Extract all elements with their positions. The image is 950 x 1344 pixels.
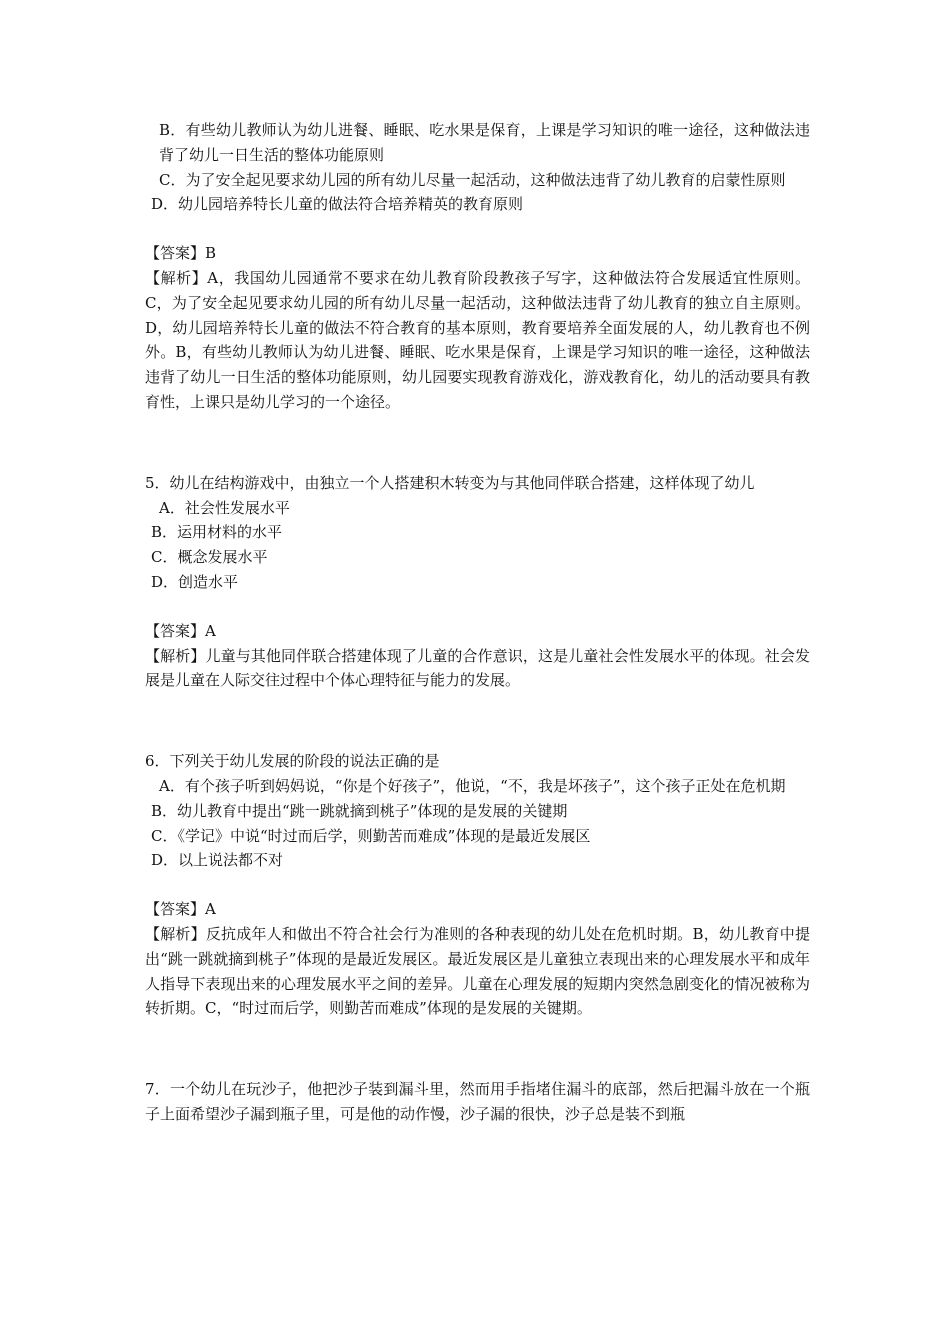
- document-page: [145, 118, 810, 1127]
- q5-option-a: A．社会性发展水平: [159, 498, 290, 517]
- q5-stem: 5．幼儿在结构游戏中，由独立一个人搭建积木转变为与其他同伴联合搭建，这样体现了幼儿: [145, 473, 755, 492]
- q5-option-c: C．概念发展水平: [151, 548, 268, 567]
- q4-option-c: C．为了安全起见要求幼儿园的所有幼儿尽量一起活动，这种做法违背了幼儿教育的启蒙性原则: [159, 170, 786, 189]
- q6-analysis: 【解析】反抗成年人和做出不符合社会行为准则的各种表现的幼儿处在危机时期。B，幼儿教育中提出“跳一跳就摘到桃子”体现的是最近发展区。最近发展区是儿童独立表现出来的心理发展水平和成年人指导下表现出来的心理发展水平之间的差异。儿童在心理发展的短期内突然急剧变化的情况被称为转折期。C，“时过而后学，则勤苦而难成”体现的是发展的关键期。: [145, 924, 810, 1018]
- q6-option-d: D．以上说法都不对: [151, 851, 284, 870]
- q6-answer: 【答案】A: [145, 900, 216, 919]
- q5-answer: 【答案】A: [145, 621, 216, 640]
- q6-option-b: B．幼儿教育中提出“跳一跳就摘到桃子”体现的是发展的关键期: [151, 801, 568, 820]
- q6-option-a: A．有个孩子听到妈妈说，“你是个好孩子”，他说，“不，我是坏孩子”，这个孩子正处在危机期: [159, 776, 786, 795]
- q7-stem: 7．一个幼儿在玩沙子，他把沙子装到漏斗里，然而用手指堵住漏斗的底部，然后把漏斗放在一个瓶子上面希望沙子漏到瓶子里，可是他的动作慢，沙子漏的很快，沙子总是装不到瓶: [145, 1080, 810, 1123]
- q4-analysis: 【解析】A，我国幼儿园通常不要求在幼儿教育阶段教孩子写字，这种做法符合发展适宜性原则。C，为了安全起见要求幼儿园的所有幼儿尽量一起活动，这种做法违背了幼儿教育的独立自主原则。D，幼儿园培养特长儿童的做法不符合教育的基本原则，教育要培养全面发展的人，幼儿教育也不例外。B，有些幼儿教师认为幼儿进餐、睡眠、吃水果是保育，上课是学习知识的唯一途径，这种做法违背了幼儿一日生活的整体功能原则，幼儿园要实现教育游戏化，游戏教育化，幼儿的活动要具有教育性，上课只是幼儿学习的一个途径。: [145, 268, 810, 411]
- q4-option-b: B．有些幼儿教师认为幼儿进餐、睡眠、吃水果是保育，上课是学习知识的唯一途径，这种做法违背了幼儿一日生活的整体功能原则: [159, 121, 810, 164]
- q5-analysis: 【解析】儿童与其他同伴联合搭建体现了儿童的合作意识，这是儿童社会性发展水平的体现。社会发展是儿童在人际交往过程中个体心理特征与能力的发展。: [145, 646, 810, 690]
- q6-option-c: C．《学记》中说“时过而后学，则勤苦而难成”体现的是最近发展区: [151, 826, 591, 845]
- q6-stem: 6．下列关于幼儿发展的阶段的说法正确的是: [145, 752, 440, 771]
- q4-option-d: D．幼儿园培养特长儿童的做法符合培养精英的教育原则: [151, 195, 524, 214]
- q5-option-d: D．创造水平: [151, 572, 239, 591]
- q5-option-b: B．运用材料的水平: [151, 523, 283, 542]
- q4-answer: 【答案】B: [145, 244, 217, 263]
